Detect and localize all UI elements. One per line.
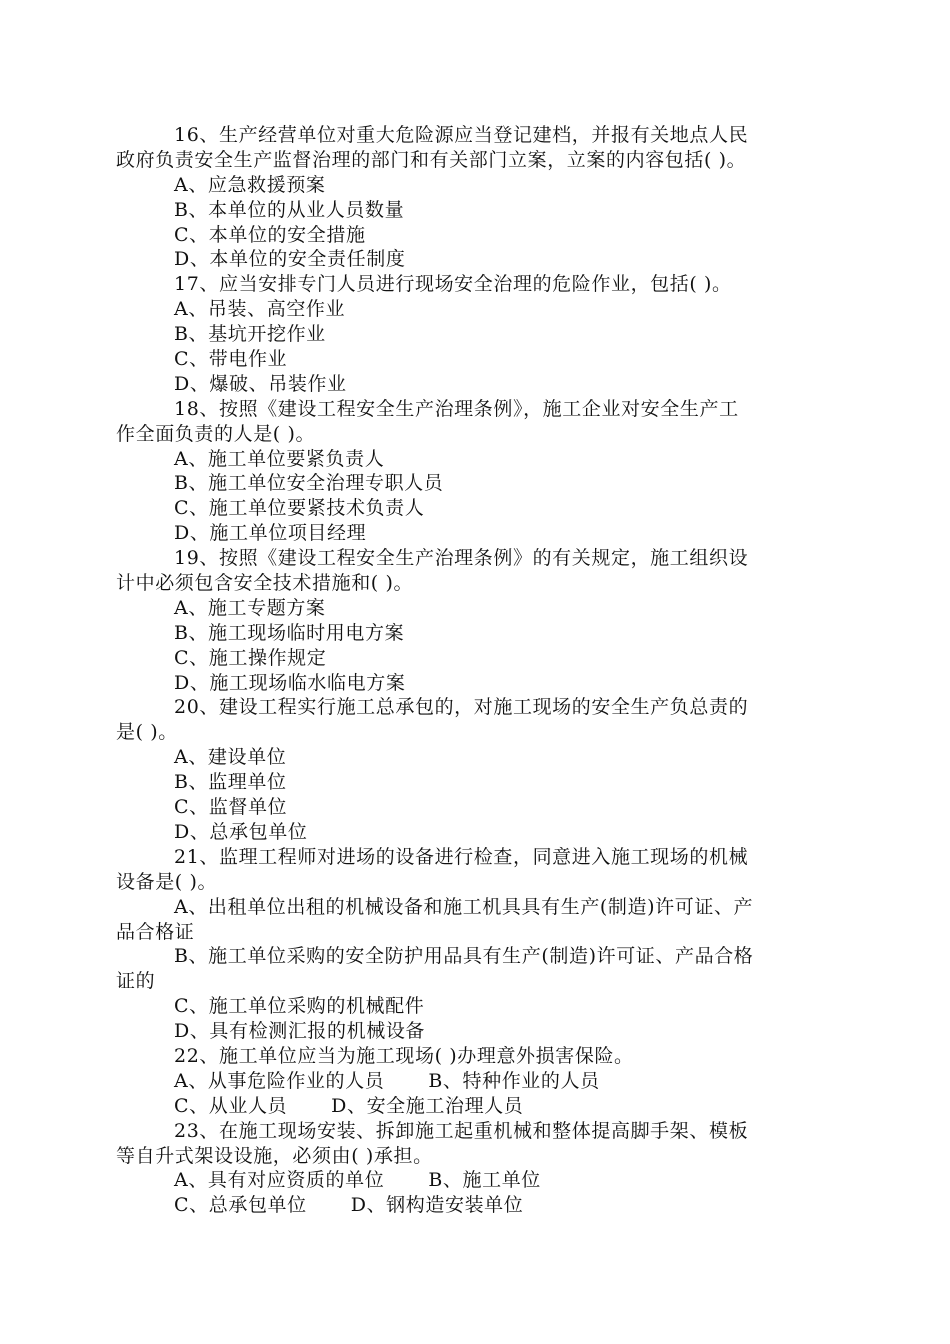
option-b-cont: 证的 [116, 970, 156, 993]
option-b: B、特种作业的人员 [428, 1069, 600, 1092]
option-a: A、施工专题方案 [174, 596, 326, 619]
option-row [116, 1193, 828, 1218]
question-22 [116, 1044, 828, 1119]
option-b: B、施工单位 [428, 1169, 541, 1192]
option-b: B、施工单位采购的安全防护用品具有生产(制造)许可证、产品合格 [174, 945, 754, 968]
option-a: A、施工单位要紧负责人 [174, 447, 385, 470]
option-a: A、吊装、高空作业 [174, 298, 346, 321]
question-18 [116, 397, 828, 546]
option-a-cont: 品合格证 [116, 920, 195, 943]
option-a: A、出租单位出租的机械设备和施工机具具有生产(制造)许可证、产 [174, 895, 754, 918]
option-c: C、监督单位 [174, 796, 288, 819]
question-21 [116, 845, 828, 1044]
option-c: C、施工操作规定 [174, 646, 327, 669]
option-b: B、监理单位 [174, 771, 287, 794]
question-stem: 22、施工单位应当为施工现场( )办理意外损害保险。 [174, 1044, 634, 1067]
option-d: D、施工现场临水临电方案 [174, 671, 406, 694]
option-c: C、从业人员 [174, 1094, 288, 1117]
option-a: A、建设单位 [174, 746, 287, 769]
question-stem-cont: 是( )。 [116, 721, 178, 744]
option-d: D、总承包单位 [174, 820, 308, 843]
option-row [116, 1168, 828, 1193]
question-stem: 23、在施工现场安装、拆卸施工起重机械和整体提高脚手架、模板 [174, 1119, 749, 1142]
option-c: C、施工单位采购的机械配件 [174, 995, 425, 1018]
question-20 [116, 695, 828, 844]
option-a: A、具有对应资质的单位 [174, 1169, 385, 1192]
option-d: D、安全施工治理人员 [331, 1094, 524, 1117]
question-23 [116, 1119, 828, 1219]
question-stem-cont: 政府负责安全生产监督治理的部门和有关部门立案，立案的内容包括( )。 [116, 148, 747, 171]
option-b: B、基坑开挖作业 [174, 323, 326, 346]
question-stem: 20、建设工程实行施工总承包的，对施工现场的安全生产负总责的 [174, 696, 749, 719]
question-stem: 21、监理工程师对进场的设备进行检查，同意进入施工现场的机械 [174, 845, 749, 868]
option-d: D、具有检测汇报的机械设备 [174, 1020, 426, 1043]
option-row [116, 1094, 828, 1119]
option-c: C、带电作业 [174, 348, 288, 371]
question-stem-cont: 作全面负责的人是( )。 [116, 422, 316, 445]
question-stem-cont: 等自升式架设设施，必须由( )承担。 [116, 1144, 433, 1167]
option-d: D、施工单位项目经理 [174, 522, 367, 545]
question-16 [116, 123, 828, 272]
question-stem: 16、生产经营单位对重大危险源应当登记建档，并报有关地点人民 [174, 124, 749, 146]
question-stem: 19、按照《建设工程安全生产治理条例》的有关规定，施工组织设 [174, 547, 749, 570]
option-b: B、施工单位安全治理专职人员 [174, 472, 444, 495]
option-a: A、从事危险作业的人员 [174, 1069, 385, 1092]
option-d: D、本单位的安全责任制度 [174, 248, 406, 271]
question-list [116, 123, 828, 1218]
option-c: C、本单位的安全措施 [174, 223, 366, 246]
question-17 [116, 272, 828, 396]
option-d: D、钢构造安装单位 [350, 1194, 524, 1217]
option-row [116, 1069, 828, 1094]
option-a: A、应急救援预案 [174, 173, 326, 196]
option-d: D、爆破、吊装作业 [174, 372, 347, 395]
option-b: B、本单位的从业人员数量 [174, 198, 405, 221]
question-stem: 18、按照《建设工程安全生产治理条例》，施工企业对安全生产工 [174, 397, 739, 420]
question-stem-cont: 设备是( )。 [116, 870, 218, 893]
option-c: C、总承包单位 [174, 1194, 307, 1217]
question-stem: 17、应当安排专门人员进行现场安全治理的危险作业，包括( )。 [174, 273, 732, 296]
option-c: C、施工单位要紧技术负责人 [174, 497, 425, 520]
option-b: B、施工现场临时用电方案 [174, 621, 405, 644]
question-stem-cont: 计中必须包含安全技术措施和( )。 [116, 572, 414, 595]
question-19 [116, 546, 828, 695]
